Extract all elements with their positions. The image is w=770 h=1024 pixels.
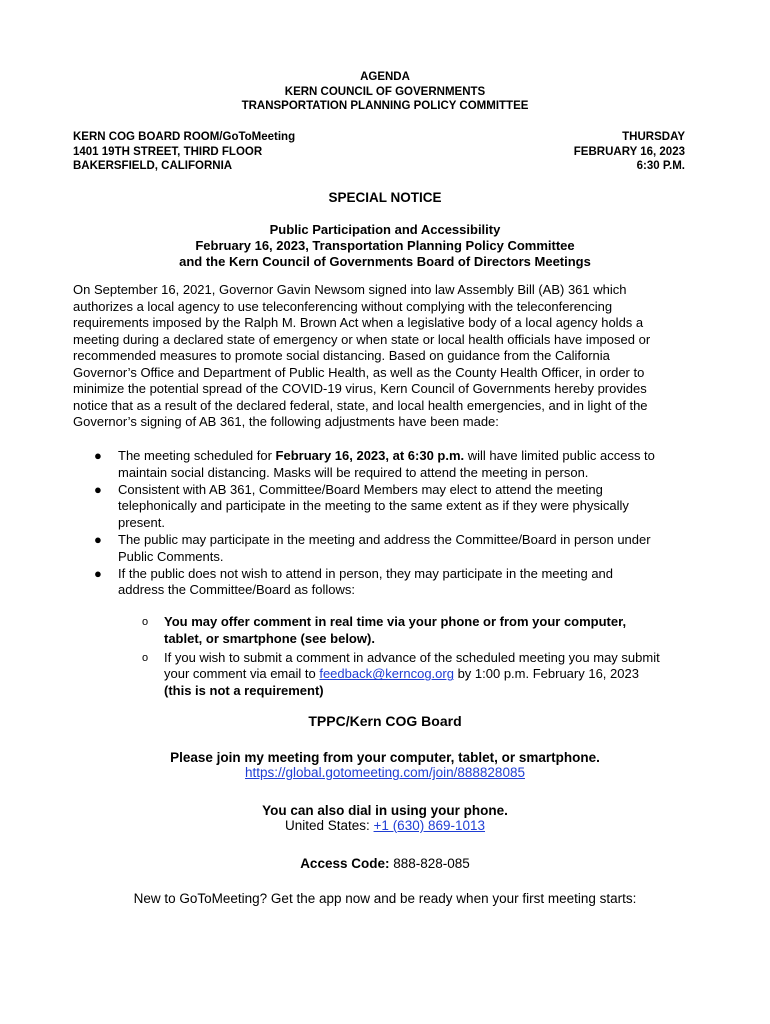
circle-bullet-icon: o [142, 616, 149, 628]
bullet-text: will have limited public access to [464, 448, 655, 463]
list-item [94, 532, 704, 566]
board-section [0, 713, 770, 729]
list-item [142, 614, 702, 648]
agenda-header [0, 70, 770, 114]
option-text: tablet, or smartphone (see below). [164, 630, 375, 646]
intro-line: minimize the potential spread of the COVID-19 virus, Kern Council of Governments hereby provides [73, 381, 647, 396]
list-item [94, 566, 704, 600]
bullet-icon: ● [94, 448, 102, 463]
schedule-date: FEBRUARY 16, 2023 [573, 145, 685, 158]
access-code-label: Access Code: [300, 856, 390, 871]
intro-paragraph [73, 282, 693, 431]
list-item [142, 650, 702, 700]
option-text: You may offer comment in real time via your phone or from your computer, [164, 614, 627, 629]
intro-line: notice that as a result of the declared federal, state, and local health emergencies, and in light of the [73, 397, 648, 413]
bullet-text: maintain social distancing. Masks will be required to attend the meeting in person. [118, 464, 589, 480]
location-room: KERN COG BOARD ROOM/GoToMeeting [73, 131, 296, 143]
meeting-schedule [574, 130, 685, 174]
option-text: If you wish to submit a comment in advance of the scheduled meeting you may submit [164, 649, 660, 665]
intro-line: recommended measures to promote social distancing. Based on guidance from the California [73, 348, 610, 363]
subheading-line: and the Kern Council of Governments Board of Directors Meetings [179, 254, 591, 269]
location-street: 1401 19TH STREET, THIRD FLOOR [73, 145, 263, 158]
bullet-text: The meeting scheduled for [118, 448, 276, 463]
join-instructions: Please join my meeting from your computer, tablet, or smartphone. [170, 750, 600, 765]
bullet-text: present. [118, 515, 165, 531]
subheading-line: February 16, 2023, Transportation Planning Policy Committee [195, 238, 575, 253]
bullet-icon: ● [94, 531, 102, 547]
dial-number-link[interactable]: +1 (630) 869-1013 [373, 818, 486, 833]
dial-instructions: You can also dial in using your phone. [262, 803, 508, 818]
option-text: (this is not a requirement) [164, 683, 324, 699]
dial-section [0, 803, 770, 833]
bullet-icon: ● [94, 565, 102, 581]
new-user-section [0, 891, 770, 906]
location-city: BAKERSFIELD, CALIFORNIA [73, 160, 233, 172]
bullet-text: Public Comments. [118, 548, 224, 564]
intro-line: requirements imposed by the Ralph M. Brown Act when a legislative body of a local agency holds a [73, 315, 644, 330]
special-notice-title: SPECIAL NOTICE [328, 190, 442, 205]
bullet-text: If the public does not wish to attend in person, they may participate in the meeting and [118, 565, 614, 581]
bullet-icon: ● [94, 481, 102, 497]
intro-line: meeting during a declared state of emergency or when state or local health officials have imposed or [73, 331, 651, 347]
agency-name: KERN COUNCIL OF GOVERNMENTS [284, 85, 486, 98]
bullet-text: The public may participate in the meeting and address the Committee/Board in person under [118, 531, 651, 547]
committee-name: TRANSPORTATION PLANNING POLICY COMMITTEE [241, 100, 529, 112]
list-item [94, 482, 704, 532]
board-title: TPPC/Kern COG Board [308, 713, 462, 729]
intro-line: authorizes a local agency to use teleconferencing without complying with the teleconferencing [73, 298, 613, 314]
list-item [94, 448, 704, 482]
access-section [0, 856, 770, 871]
intro-line: Governor’s signing of AB 361, the following adjustments have been made: [73, 414, 499, 429]
intro-line: On September 16, 2021, Governor Gavin Newsom signed into law Assembly Bill (AB) 361 which [73, 282, 627, 297]
access-code-value: 888-828-085 [389, 856, 470, 871]
option-text: your comment via email to [164, 666, 320, 682]
bullet-text: telephonically and participate in the meeting to the same extent as if they were physically [118, 498, 629, 514]
bullet-text: address the Committee/Board as follows: [118, 582, 355, 598]
participation-options-list [142, 614, 702, 702]
subheading-line: Public Participation and Accessibility [269, 222, 501, 237]
agenda-title: AGENDA [360, 71, 410, 83]
schedule-day: THURSDAY [622, 131, 685, 143]
gotomeeting-join-link[interactable]: https://global.gotomeeting.com/join/888828085 [245, 765, 525, 780]
new-user-text: New to GoToMeeting? Get the app now and be ready when your first meeting starts: [133, 891, 637, 906]
notice-subheading [0, 222, 770, 270]
intro-line: Governor’s Office and Department of Public Health, as well as the County Health Officer, in order to [73, 364, 645, 380]
meeting-location [73, 130, 295, 174]
adjustments-list [94, 448, 704, 599]
dial-label: United States: [284, 818, 374, 833]
circle-bullet-icon: o [142, 651, 149, 664]
join-section [0, 750, 770, 780]
feedback-email-link[interactable]: feedback@kerncog.org [319, 666, 454, 682]
option-text: by 1:00 p.m. February 16, 2023 [453, 666, 639, 682]
bullet-text: Consistent with AB 361, Committee/Board Members may elect to attend the meeting [118, 481, 603, 497]
meeting-datetime: February 16, 2023, at 6:30 p.m. [275, 448, 465, 463]
schedule-time: 6:30 P.M. [636, 160, 685, 172]
